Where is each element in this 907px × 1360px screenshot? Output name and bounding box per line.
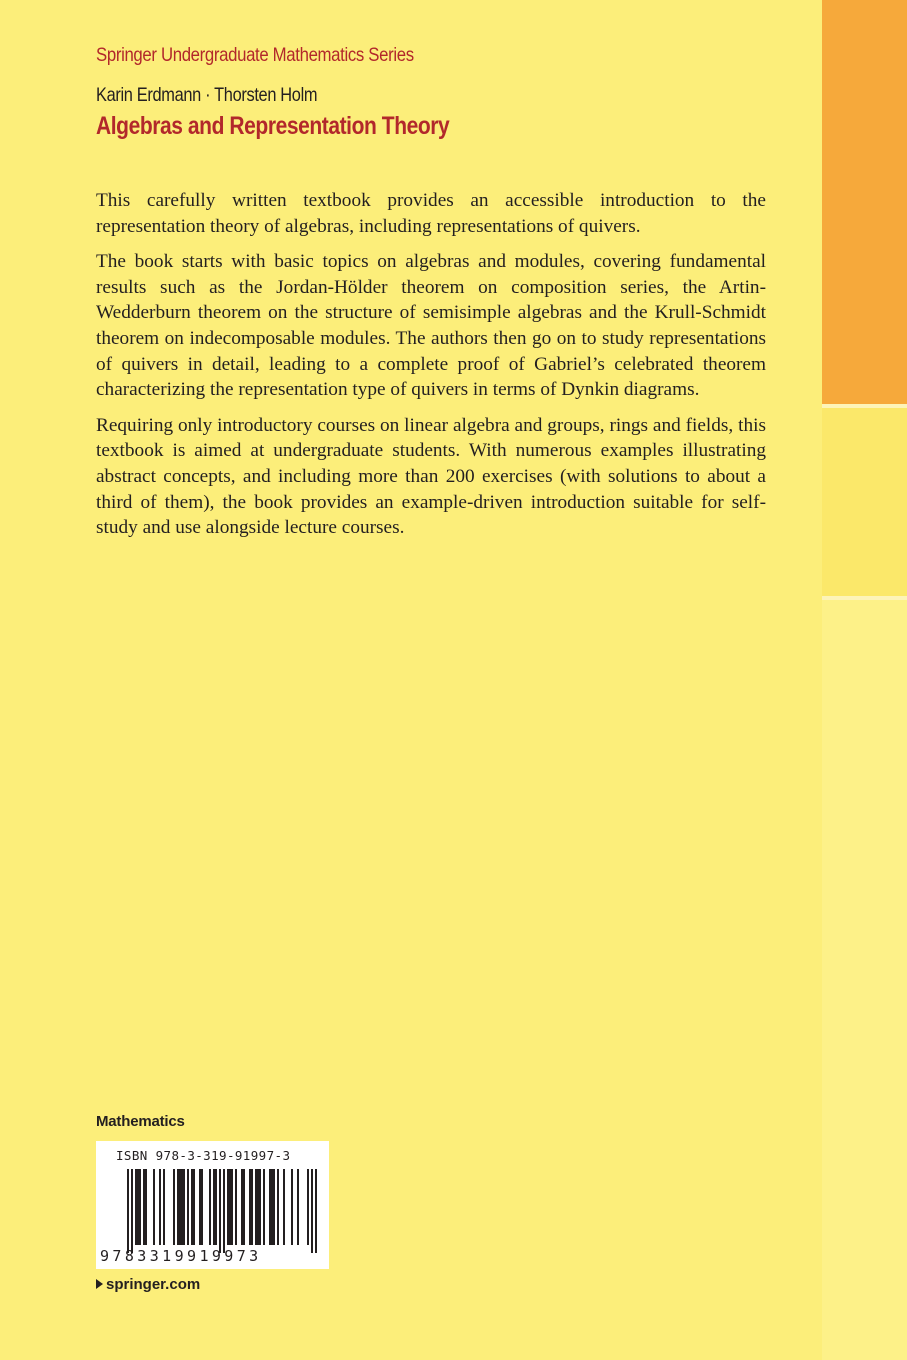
barcode-bar bbox=[179, 1169, 181, 1245]
barcode-bar bbox=[137, 1169, 139, 1245]
spine-band-light-yellow bbox=[822, 600, 907, 1360]
blurb-paragraph: This carefully written textbook provides an accessible introduction to the representation theory of algebras, including representations of quivers. bbox=[96, 190, 766, 237]
barcode-bar bbox=[255, 1169, 257, 1245]
website-link[interactable] bbox=[96, 1276, 200, 1293]
barcode-bar bbox=[159, 1169, 161, 1245]
barcode-bar bbox=[127, 1169, 129, 1253]
barcode-bar bbox=[139, 1169, 141, 1245]
barcode-bar bbox=[307, 1169, 309, 1245]
authors: Karin Erdmann · Thorsten Holm bbox=[96, 84, 318, 106]
subject-label: Mathematics bbox=[96, 1113, 185, 1130]
barcode-bar bbox=[143, 1169, 145, 1245]
barcode-bar bbox=[131, 1169, 133, 1253]
barcode-bar bbox=[229, 1169, 231, 1245]
barcode-bar bbox=[193, 1169, 195, 1245]
barcode-bar bbox=[135, 1169, 137, 1245]
barcode-bar bbox=[251, 1169, 253, 1245]
barcode-bar bbox=[241, 1169, 243, 1245]
isbn-barcode bbox=[96, 1141, 329, 1269]
barcode-digits: 9783319919973 bbox=[100, 1247, 262, 1265]
barcode-bar bbox=[243, 1169, 245, 1245]
barcode-bar bbox=[249, 1169, 251, 1245]
barcode-bar bbox=[315, 1169, 317, 1253]
barcode-bar bbox=[199, 1169, 201, 1245]
blurb-paragraph: The book starts with basic topics on algebras and modules, covering fundamental results such as the Jordan-Hölder theorem on composition series, the Artin-Wedderburn theorem on the structure of semisimple algebras and the Krull-Schmidt theorem on indecomposable modules. The authors then go on to study representations of quivers in detail, leading to a complete proof of Gabriel’s celebrated theorem characterizing the representation type of quivers in terms of Dynkin diagrams. bbox=[96, 251, 766, 401]
barcode-bar bbox=[235, 1169, 237, 1245]
barcode-bar bbox=[231, 1169, 233, 1245]
barcode-bar bbox=[273, 1169, 275, 1245]
barcode-bar bbox=[263, 1169, 265, 1245]
barcode-bar bbox=[215, 1169, 217, 1245]
barcode-bar bbox=[297, 1169, 299, 1245]
website-text: springer.com bbox=[106, 1276, 201, 1293]
barcode-bar bbox=[227, 1169, 229, 1245]
barcode-bar bbox=[223, 1169, 225, 1253]
barcode-bar bbox=[213, 1169, 215, 1245]
barcode-bar bbox=[191, 1169, 193, 1245]
spine-band-yellow bbox=[822, 408, 907, 596]
isbn-label: ISBN 978-3-319-91997-3 bbox=[116, 1148, 291, 1163]
barcode-bar bbox=[153, 1169, 155, 1245]
barcode-bar bbox=[257, 1169, 259, 1245]
blurb-paragraph: Requiring only introductory courses on linear algebra and groups, rings and fields, this textbook is aimed at undergraduate students. With numerous examples illustrating abstract concepts, and including more than 200 exercises (with solutions to about a third of them), the book provides an example-driven introduction suitable for self-study and use alongside lecture courses. bbox=[96, 414, 766, 539]
barcode-bar bbox=[209, 1169, 211, 1245]
book-title: Algebras and Representation Theory bbox=[96, 112, 450, 140]
series-name: Springer Undergraduate Mathematics Series bbox=[96, 44, 414, 66]
barcode-bar bbox=[181, 1169, 183, 1245]
barcode-bar bbox=[259, 1169, 261, 1245]
barcode-bar bbox=[219, 1169, 221, 1253]
barcode-bar bbox=[201, 1169, 203, 1245]
barcode-bar bbox=[183, 1169, 185, 1245]
barcode-bar bbox=[163, 1169, 165, 1245]
barcode-bar bbox=[283, 1169, 285, 1245]
barcode-bar bbox=[269, 1169, 271, 1245]
barcode-bar bbox=[145, 1169, 147, 1245]
barcode-bar bbox=[177, 1169, 179, 1245]
barcode-bar bbox=[271, 1169, 273, 1245]
barcode-bar bbox=[187, 1169, 189, 1245]
barcode-bar bbox=[311, 1169, 313, 1253]
barcode-bar bbox=[291, 1169, 293, 1245]
spine-band-orange bbox=[822, 0, 907, 404]
barcode-bar bbox=[277, 1169, 279, 1245]
blurb-text bbox=[96, 188, 766, 551]
triangle-arrow-icon bbox=[96, 1279, 103, 1289]
barcode-bar bbox=[173, 1169, 175, 1245]
